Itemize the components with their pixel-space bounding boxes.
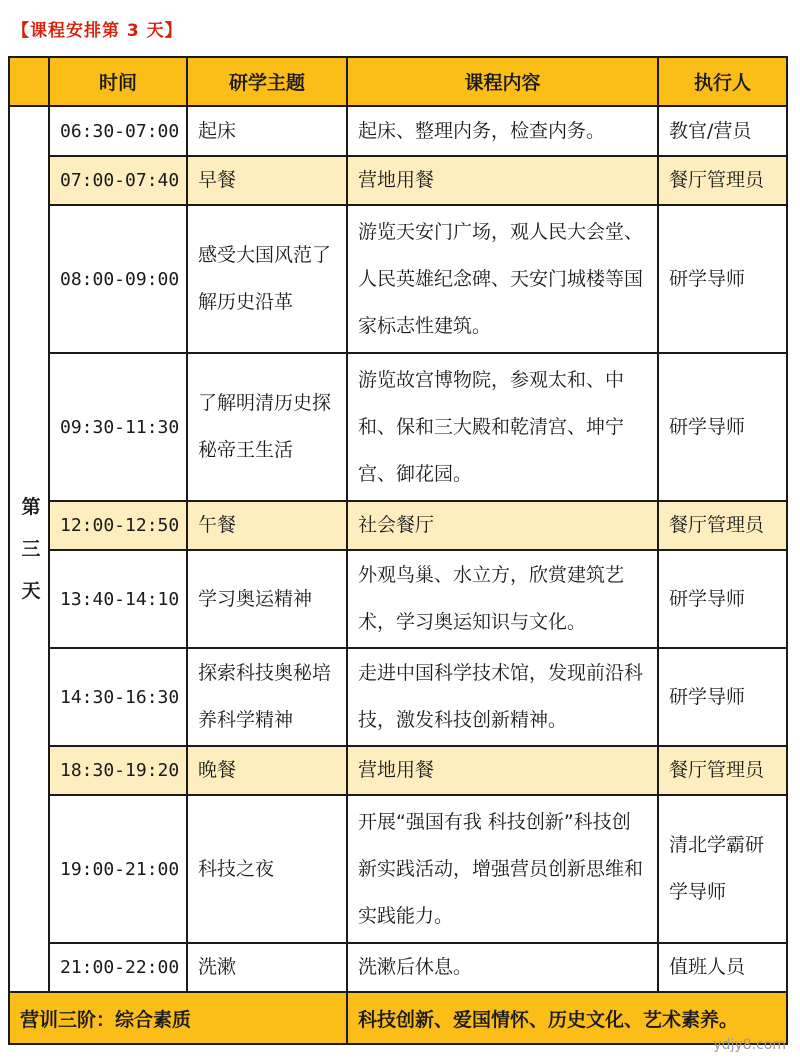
executor-cell: 研学导师: [658, 648, 787, 746]
time-cell: 08:00-09:00: [49, 205, 187, 353]
content-cell: 社会餐厅: [347, 501, 658, 550]
content-cell: 营地用餐: [347, 746, 658, 795]
table-row: [9, 550, 787, 648]
table-row: [9, 353, 787, 501]
header-corner: [9, 57, 49, 106]
footer-left-cell: 营训三阶：综合素质: [9, 992, 347, 1044]
time-cell: 12:00-12:50: [49, 501, 187, 550]
header-executor: 执行人: [658, 57, 787, 106]
theme-cell: 感受大国风范了解历史沿革: [187, 205, 347, 353]
table-row: [9, 943, 787, 992]
theme-cell: 晚餐: [187, 746, 347, 795]
theme-cell: 学习奥运精神: [187, 550, 347, 648]
content-cell: 洗漱后休息。: [347, 943, 658, 992]
executor-cell: 研学导师: [658, 205, 787, 353]
theme-cell: 科技之夜: [187, 795, 347, 943]
theme-cell: 午餐: [187, 501, 347, 550]
page-title: 【课程安排第 3 天】: [12, 21, 183, 41]
executor-cell: 餐厅管理员: [658, 746, 787, 795]
table-row: [9, 156, 787, 205]
table-row: [9, 106, 787, 156]
table-row: [9, 795, 787, 943]
day-cell: [9, 106, 49, 992]
time-cell: 14:30-16:30: [49, 648, 187, 746]
header-time: 时间: [49, 57, 187, 106]
content-cell: 外观鸟巢、水立方，欣赏建筑艺术，学习奥运知识与文化。: [347, 550, 658, 648]
footer-right-cell: 科技创新、爱国情怀、历史文化、艺术素养。: [347, 992, 787, 1044]
time-cell: 19:00-21:00: [49, 795, 187, 943]
executor-cell: 餐厅管理员: [658, 156, 787, 205]
content-cell: 开展“强国有我 科技创新”科技创新实践活动，增强营员创新思维和实践能力。: [347, 795, 658, 943]
content-cell: 游览故宫博物院，参观太和、中和、保和三大殿和乾清宫、坤宁宫、御花园。: [347, 353, 658, 501]
time-cell: 07:00-07:40: [49, 156, 187, 205]
table-header-row: [9, 57, 787, 106]
executor-cell: 清北学霸研学导师: [658, 795, 787, 943]
theme-cell: 洗漱: [187, 943, 347, 992]
content-cell: 游览天安门广场，观人民大会堂、人民英雄纪念碑、天安门城楼等国家标志性建筑。: [347, 205, 658, 353]
content-cell: 走进中国科学技术馆，发现前沿科技，激发科技创新精神。: [347, 648, 658, 746]
footer-row: [9, 992, 787, 1044]
time-cell: 21:00-22:00: [49, 943, 187, 992]
table-row: [9, 648, 787, 746]
theme-cell: 早餐: [187, 156, 347, 205]
theme-cell: 了解明清历史探秘帝王生活: [187, 353, 347, 501]
theme-cell: 起床: [187, 106, 347, 156]
time-cell: 13:40-14:10: [49, 550, 187, 648]
executor-cell: 餐厅管理员: [658, 501, 787, 550]
header-content: 课程内容: [347, 57, 658, 106]
executor-cell: 值班人员: [658, 943, 787, 992]
schedule-table: [8, 56, 788, 1045]
executor-cell: 研学导师: [658, 353, 787, 501]
theme-cell: 探索科技奥秘培养科学精神: [187, 648, 347, 746]
table-row: [9, 205, 787, 353]
header-theme: 研学主题: [187, 57, 347, 106]
executor-cell: 教官/营员: [658, 106, 787, 156]
content-cell: 起床、整理内务，检查内务。: [347, 106, 658, 156]
day-label: 第三天: [21, 496, 41, 602]
watermark: ydjy8.com: [713, 1037, 786, 1053]
content-cell: 营地用餐: [347, 156, 658, 205]
table-row: [9, 501, 787, 550]
table-row: [9, 746, 787, 795]
time-cell: 09:30-11:30: [49, 353, 187, 501]
time-cell: 06:30-07:00: [49, 106, 187, 156]
executor-cell: 研学导师: [658, 550, 787, 648]
time-cell: 18:30-19:20: [49, 746, 187, 795]
